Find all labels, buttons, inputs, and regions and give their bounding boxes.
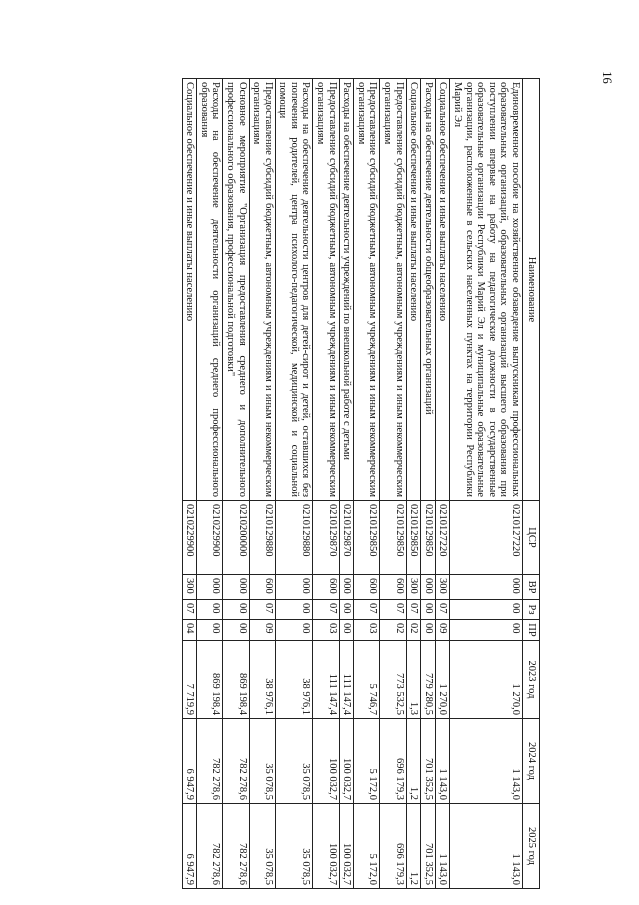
- cell-2023: 1 270,0: [450, 641, 523, 719]
- header-pr: ПР: [523, 620, 540, 641]
- cell-csr: 0210127220: [435, 501, 450, 575]
- cell-rz: 07: [380, 600, 406, 620]
- cell-name: Расходы на обеспечение деятельности организаций среднего профессионального образования: [197, 79, 223, 501]
- cell-2023: 869 198,4: [197, 641, 223, 719]
- cell-2023: 7 719,9: [182, 641, 197, 719]
- cell-pr: 00: [339, 620, 354, 641]
- table-row: [182, 79, 197, 889]
- cell-name: Социальное обеспечение и иные выплаты населению: [182, 79, 197, 501]
- cell-2023: 773 532,5: [380, 641, 406, 719]
- cell-2023: 1 270,0: [435, 641, 450, 719]
- cell-2025: 100 032,7: [313, 804, 339, 889]
- header-rz: Рз: [523, 600, 540, 620]
- cell-2024: 35 078,5: [249, 719, 275, 804]
- cell-csr: 0210129850: [354, 501, 380, 575]
- cell-2023: 111 147,4: [313, 641, 339, 719]
- cell-csr: 0210129850: [406, 501, 421, 575]
- rotated-page-content: [85, 78, 540, 888]
- cell-csr: 0210127220: [450, 501, 523, 575]
- header-vr: ВР: [523, 575, 540, 600]
- table-row: [406, 79, 421, 889]
- cell-name: Предоставление субсидий бюджетным, автономным учреждениям и иным некоммерческим организациям: [380, 79, 406, 501]
- cell-name: Предоставление субсидий бюджетным, автономным учреждениям и иным некоммерческим организациям: [313, 79, 339, 501]
- cell-rz: 07: [249, 600, 275, 620]
- cell-csr: 0210129850: [380, 501, 406, 575]
- cell-rz: 07: [435, 600, 450, 620]
- cell-2023: 1,3: [406, 641, 421, 719]
- cell-2024: 696 179,3: [380, 719, 406, 804]
- cell-pr: 09: [249, 620, 275, 641]
- cell-2025: 1 143,0: [450, 804, 523, 889]
- cell-name: Предоставление субсидий бюджетным, автономным учреждениям и иным некоммерческим организациям: [354, 79, 380, 501]
- cell-rz: 00: [223, 600, 249, 620]
- cell-pr: 00: [275, 620, 313, 641]
- header-2025: 2025 год: [523, 804, 540, 889]
- cell-rz: 07: [313, 600, 339, 620]
- cell-2024: 782 278,6: [223, 719, 249, 804]
- cell-name: Социальное обеспечение и иные выплаты населению: [406, 79, 421, 501]
- cell-pr: 03: [313, 620, 339, 641]
- cell-2024: 1,2: [406, 719, 421, 804]
- cell-2025: 35 078,5: [249, 804, 275, 889]
- cell-pr: 00: [421, 620, 436, 641]
- cell-rz: 07: [354, 600, 380, 620]
- cell-2024: 100 032,7: [313, 719, 339, 804]
- cell-2025: 1 143,0: [435, 804, 450, 889]
- cell-2023: 869 198,4: [223, 641, 249, 719]
- cell-csr: 0210200000: [223, 501, 249, 575]
- cell-2025: 696 179,3: [380, 804, 406, 889]
- table-row: [339, 79, 354, 889]
- cell-2024: 782 278,6: [197, 719, 223, 804]
- page-number: 16: [599, 71, 614, 84]
- cell-vr: 000: [339, 575, 354, 600]
- table-row: [380, 79, 406, 889]
- cell-csr: 0210229900: [182, 501, 197, 575]
- cell-csr: 0210129880: [275, 501, 313, 575]
- cell-vr: 000: [450, 575, 523, 600]
- cell-csr: 0210129880: [249, 501, 275, 575]
- table-row: [275, 79, 313, 889]
- cell-2025: 701 352,5: [421, 804, 436, 889]
- cell-2024: 5 172,0: [354, 719, 380, 804]
- table-row: [223, 79, 249, 889]
- cell-csr: 0210129870: [313, 501, 339, 575]
- cell-pr: 04: [182, 620, 197, 641]
- cell-rz: 00: [421, 600, 436, 620]
- cell-name: Единовременное пособие на хозяйственное обзаведение выпускникам профессиональных образовательных организаций, образовательных организаций высшего образования при поступлении впервые на работу на педагогические должности в государственные образовательные организации Республики Марий Эл и муниципальные образовательные организации, расположенные в сельских населенных пунктах на территории Республики Марий Эл: [450, 79, 523, 501]
- table-row: [249, 79, 275, 889]
- cell-vr: 000: [197, 575, 223, 600]
- cell-2024: 100 032,7: [339, 719, 354, 804]
- cell-2023: 779 280,5: [421, 641, 436, 719]
- cell-vr: 300: [435, 575, 450, 600]
- cell-pr: 09: [435, 620, 450, 641]
- cell-name: Основное мероприятие "Организация предоставления среднего и дополнительного профессионального образования, профессиональной подготовки": [223, 79, 249, 501]
- cell-2024: 701 352,5: [421, 719, 436, 804]
- cell-2025: 100 032,7: [339, 804, 354, 889]
- cell-pr: 00: [450, 620, 523, 641]
- cell-2025: 5 172,0: [354, 804, 380, 889]
- cell-name: Расходы на обеспечение деятельности центров для детей-сирот и детей, оставшихся без попечения родителей, центра психолого-педагогической, медицинской и социальной помощи: [275, 79, 313, 501]
- header-2024: 2024 год: [523, 719, 540, 804]
- cell-2024: 35 078,5: [275, 719, 313, 804]
- cell-pr: 00: [197, 620, 223, 641]
- cell-2023: 5 746,7: [354, 641, 380, 719]
- cell-2025: 1,2: [406, 804, 421, 889]
- cell-pr: 03: [354, 620, 380, 641]
- cell-rz: 07: [182, 600, 197, 620]
- table-row: [313, 79, 339, 889]
- cell-2024: 6 947,9: [182, 719, 197, 804]
- cell-2023: 111 147,4: [339, 641, 354, 719]
- header-name: Наименование: [523, 79, 540, 501]
- cell-csr: 0210229900: [197, 501, 223, 575]
- cell-name: Предоставление субсидий бюджетным, автономным учреждениям и иным некоммерческим организациям: [249, 79, 275, 501]
- cell-vr: 300: [406, 575, 421, 600]
- cell-2023: 38 976,1: [249, 641, 275, 719]
- cell-rz: 00: [339, 600, 354, 620]
- cell-2023: 38 976,1: [275, 641, 313, 719]
- table-row: [197, 79, 223, 889]
- table-header-row: [523, 79, 540, 889]
- cell-name: Расходы на обеспечение деятельности учреждений по внешкольной работе с детьми: [339, 79, 354, 501]
- cell-rz: 00: [275, 600, 313, 620]
- cell-vr: 000: [223, 575, 249, 600]
- cell-vr: 600: [354, 575, 380, 600]
- table-row: [450, 79, 523, 889]
- cell-pr: 02: [380, 620, 406, 641]
- cell-csr: 0210129870: [339, 501, 354, 575]
- cell-pr: 02: [406, 620, 421, 641]
- cell-vr: 000: [275, 575, 313, 600]
- cell-vr: 600: [380, 575, 406, 600]
- cell-csr: 0210129850: [421, 501, 436, 575]
- cell-rz: 00: [450, 600, 523, 620]
- cell-2025: 35 078,5: [275, 804, 313, 889]
- cell-rz: 00: [197, 600, 223, 620]
- cell-2025: 6 947,9: [182, 804, 197, 889]
- cell-vr: 300: [182, 575, 197, 600]
- cell-vr: 000: [421, 575, 436, 600]
- cell-2025: 782 278,6: [223, 804, 249, 889]
- cell-name: Социальное обеспечение и иные выплаты населению: [435, 79, 450, 501]
- cell-vr: 600: [313, 575, 339, 600]
- cell-2024: 1 143,0: [450, 719, 523, 804]
- table-body: [182, 79, 522, 889]
- cell-vr: 600: [249, 575, 275, 600]
- cell-pr: 00: [223, 620, 249, 641]
- header-csr: ЦСР: [523, 501, 540, 575]
- table-row: [354, 79, 380, 889]
- cell-rz: 07: [406, 600, 421, 620]
- table-row: [421, 79, 436, 889]
- cell-2024: 1 143,0: [435, 719, 450, 804]
- cell-2025: 782 278,6: [197, 804, 223, 889]
- table-row: [435, 79, 450, 889]
- header-2023: 2023 год: [523, 641, 540, 719]
- cell-name: Расходы на обеспечение деятельности общеобразовательных организаций: [421, 79, 436, 501]
- budget-table: [182, 78, 540, 889]
